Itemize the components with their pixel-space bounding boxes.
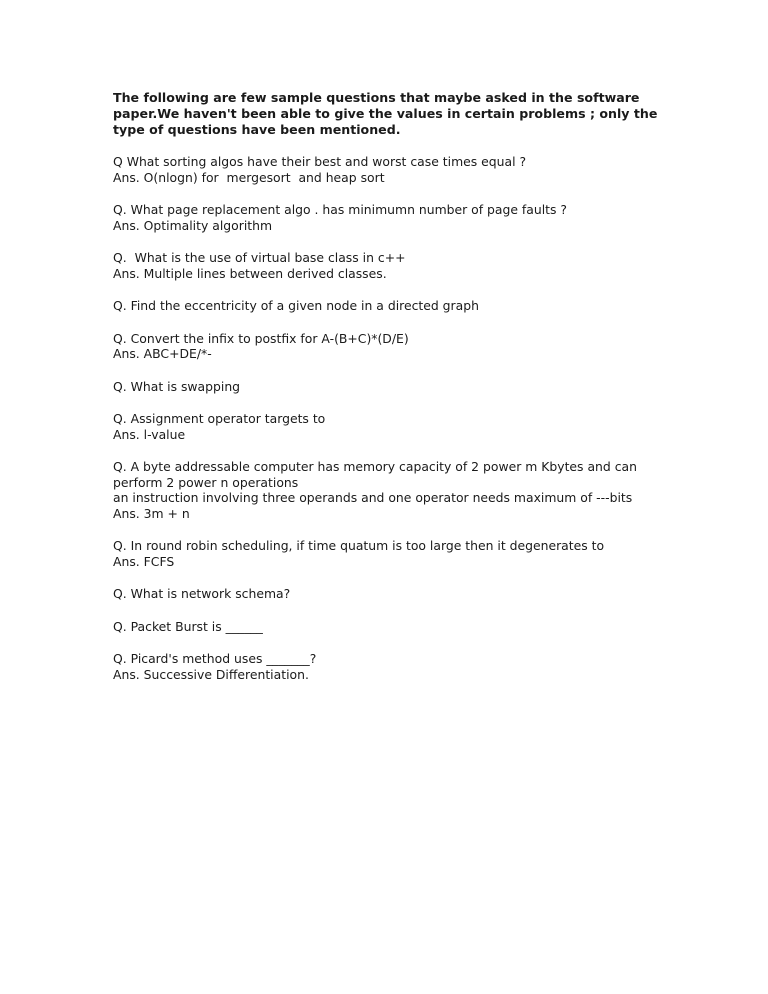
- question-text: Q. What is the use of virtual base class in c++: [113, 250, 406, 265]
- qa-item: [113, 538, 658, 569]
- qa-item: [113, 154, 658, 185]
- qa-item: [113, 250, 658, 281]
- answer-text: Ans. O(nlogn) for mergesort and heap sort: [113, 169, 385, 185]
- question-text: Q. Packet Burst is ______: [113, 618, 263, 634]
- answer-text: Ans. ABC+DE/*-: [113, 346, 212, 361]
- answer-text: Ans. 3m + n: [113, 505, 190, 521]
- answer-text: Ans. l-value: [113, 426, 186, 442]
- answer-text: Ans. Multiple lines between derived classes.: [113, 265, 387, 281]
- qa-item: [113, 298, 658, 314]
- question-text: Q. What page replacement algo . has minimumn number of page faults ?: [113, 202, 568, 217]
- qa-item: [113, 459, 658, 521]
- question-text: Q. Convert the infix to postfix for A-(B+C)*(D/E): [113, 330, 409, 346]
- question-text: Q. What is swapping: [113, 378, 241, 394]
- qa-item: [113, 619, 658, 635]
- question-text: Q What sorting algos have their best and worst case times equal ?: [113, 154, 527, 169]
- qa-item: [113, 202, 658, 233]
- question-text: Q. Assignment operator targets to: [113, 411, 326, 426]
- qa-item: [113, 651, 658, 682]
- answer-text: Ans. Optimality algorithm: [113, 217, 273, 233]
- answer-text: Ans. Successive Differentiation.: [113, 666, 309, 682]
- question-text: Q. Picard's method uses _______?: [113, 651, 317, 666]
- answer-text: Ans. FCFS: [113, 553, 175, 569]
- question-text: Q. A byte addressable computer has memory capacity of 2 power m Kbytes and can perform 2 power n operations: [113, 459, 641, 490]
- question-text: Q. What is network schema?: [113, 586, 291, 601]
- qa-item: [113, 379, 658, 395]
- question-continuation-text: an instruction involving three operands and one operator needs maximum of ---bits: [113, 490, 633, 505]
- document-page: [113, 90, 658, 699]
- qa-item: [113, 586, 658, 602]
- intro-paragraph: The following are few sample questions that maybe asked in the software paper.We haven't been able to give the values in certain problems ; only the type of questions have been mentioned.: [113, 90, 658, 137]
- qa-item: [113, 411, 658, 442]
- qa-item: [113, 331, 658, 362]
- question-text: Q. In round robin scheduling, if time quatum is too large then it degenerates to: [113, 538, 605, 553]
- question-text: Q. Find the eccentricity of a given node in a directed graph: [113, 298, 479, 313]
